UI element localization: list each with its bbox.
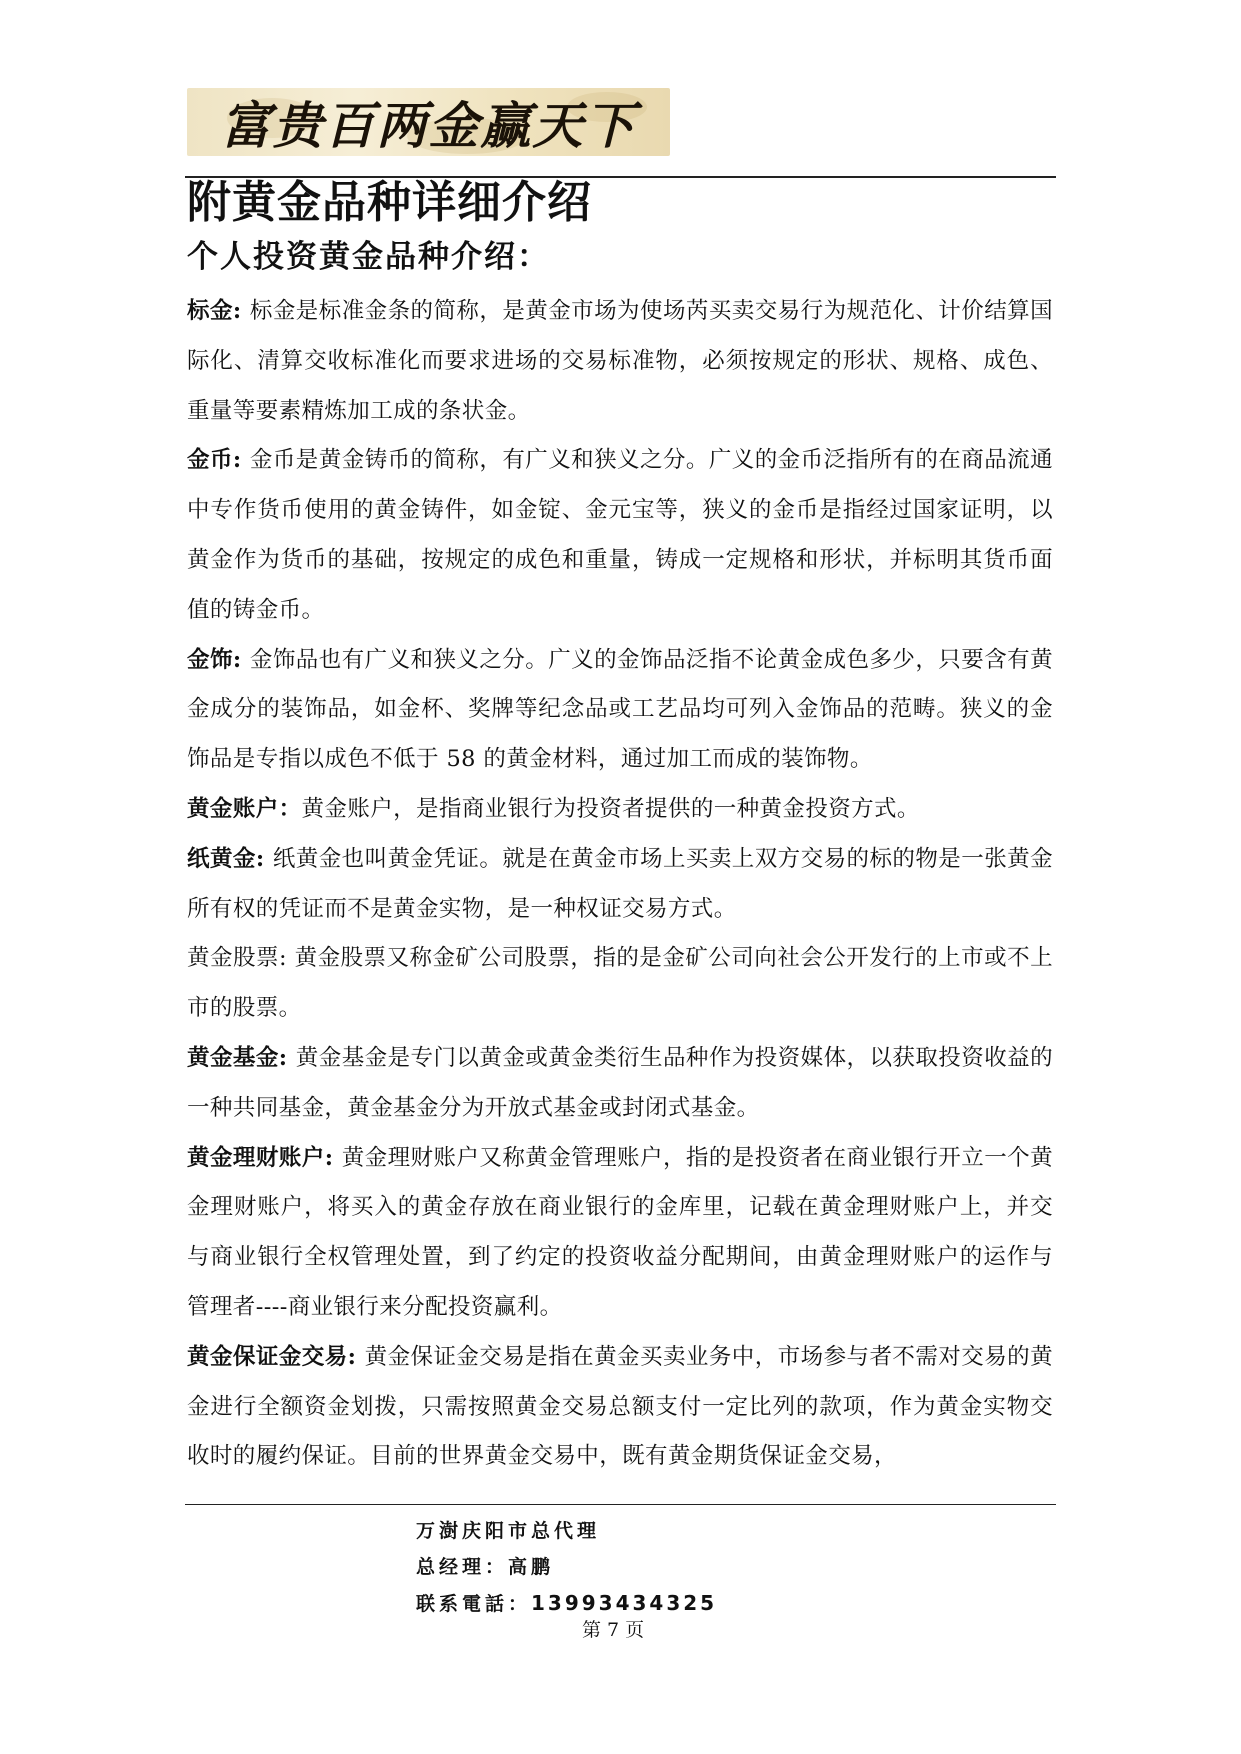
phone-label: 联系電話： — [416, 1593, 532, 1615]
footer-company: 万澍庆阳市总代理 — [416, 1520, 601, 1542]
definition-text: 黄金保证金交易是指在黄金买卖业务中，市场参与者不需对交易的黄金进行全额资金划拨，只需按照黄金交易总额支付一定比列的款项，作为黄金实物交收时的履约保证。目前的世界黄金交易中，既有黄金期货保证金交易， — [187, 1343, 1053, 1470]
definition-paragraph — [187, 636, 1053, 785]
definition-term: 标金 — [187, 298, 233, 324]
page-number: 第 7 页 — [582, 1619, 645, 1641]
definition-term: 金币 — [187, 447, 233, 474]
definition-paragraph — [187, 1134, 1053, 1333]
footer-phone — [416, 1585, 717, 1622]
definition-text: 黄金股票又称金矿公司股票，指的是金矿公司向社会公开发行的上市或不上市的股票。 — [187, 945, 1053, 1022]
document-title: 附黄金品种详细介绍 — [187, 177, 592, 228]
term-separator: ： — [278, 795, 302, 822]
definition-text: 黄金理财账户又称黄金管理账户，指的是投资者在商业银行开立一个黄金理财账户，将买入的黄金存放在商业银行的金库里，记载在黄金理财账户上，并交与商业银行全权管理处置，到了约定的投资收益分配期间，由黄金理财账户的运作与管理者----商业银行来分配投资赢利。 — [187, 1144, 1053, 1320]
term-separator: : — [278, 945, 295, 972]
document-body — [187, 287, 1053, 1482]
footer-contact-block — [416, 1513, 717, 1622]
definition-paragraph — [187, 934, 1053, 1034]
banner-calligraphy-text: 富贵百两金赢天下 — [220, 96, 637, 155]
header-calligraphy-banner — [187, 88, 670, 156]
definition-text: 黄金账户，是指商业银行为投资者提供的一种黄金投资方式。 — [301, 795, 920, 822]
definition-paragraph — [187, 1034, 1053, 1134]
term-separator: : — [278, 1044, 296, 1071]
definition-term: 黄金账户 — [187, 795, 279, 822]
definition-text: 金饰品也有广义和狭义之分。广义的金饰品泛指不论黄金成色多少，只要含有黄金成分的装饰品，如金杯、奖牌等纪念品或工艺品均可列入金饰品的范畴。狭义的金饰品是专指以成色不低于 58 的黄金材料，通过加工而成的装饰物。 — [187, 646, 1053, 773]
definition-term: 黄金理财账户 — [187, 1144, 325, 1171]
definition-paragraph — [187, 1333, 1053, 1482]
definition-term: 黄金保证金交易 — [187, 1343, 348, 1370]
definition-text: 金币是黄金铸币的简称，有广义和狭义之分。广义的金币泛指所有的在商品流通中专作货币使用的黄金铸件，如金锭、金元宝等，狭义的金币是指经过国家证明，以黄金作为货币的基础，按规定的成色和重量，铸成一定规格和形状，并标明其货币面值的铸金币。 — [187, 447, 1053, 623]
term-separator: : — [324, 1144, 342, 1171]
term-separator: : — [232, 298, 250, 324]
definition-term: 金饰 — [187, 646, 233, 673]
term-separator: : — [232, 646, 250, 673]
section-heading: 个人投资黄金品种介绍： — [187, 239, 550, 275]
definition-paragraph — [187, 436, 1053, 635]
manager-label: 总经理： — [416, 1556, 509, 1578]
definition-text: 纸黄金也叫黄金凭证。就是在黄金市场上买卖上双方交易的标的物是一张黄金所有权的凭证而不是黄金实物，是一种权证交易方式。 — [187, 845, 1053, 922]
definition-term: 黄金基金 — [187, 1044, 279, 1071]
manager-name: 高鹏 — [508, 1556, 555, 1578]
footer-manager — [416, 1549, 717, 1585]
term-separator: : — [232, 447, 250, 474]
footer-rule — [185, 1504, 1056, 1505]
definition-paragraph — [187, 287, 1053, 436]
definition-paragraph — [187, 835, 1053, 935]
definition-text: 黄金基金是专门以黄金或黄金类衍生品种作为投资媒体，以获取投资收益的一种共同基金，黄金基金分为开放式基金或封闭式基金。 — [187, 1044, 1053, 1121]
term-separator: : — [255, 845, 273, 872]
definition-paragraph — [187, 785, 1053, 835]
definition-text: 标金是标准金条的简称，是黄金市场为使场芮买卖交易行为规范化、计价结算国际化、清算交收标准化而要求进场的交易标准物，必须按规定的形状、规格、成色、重量等要素精炼加工成的条状金。 — [187, 298, 1053, 424]
definition-term: 纸黄金 — [187, 845, 256, 872]
phone-number: 13993434325 — [531, 1591, 718, 1615]
term-separator: : — [347, 1343, 365, 1370]
definition-term: 黄金股票 — [187, 945, 279, 972]
